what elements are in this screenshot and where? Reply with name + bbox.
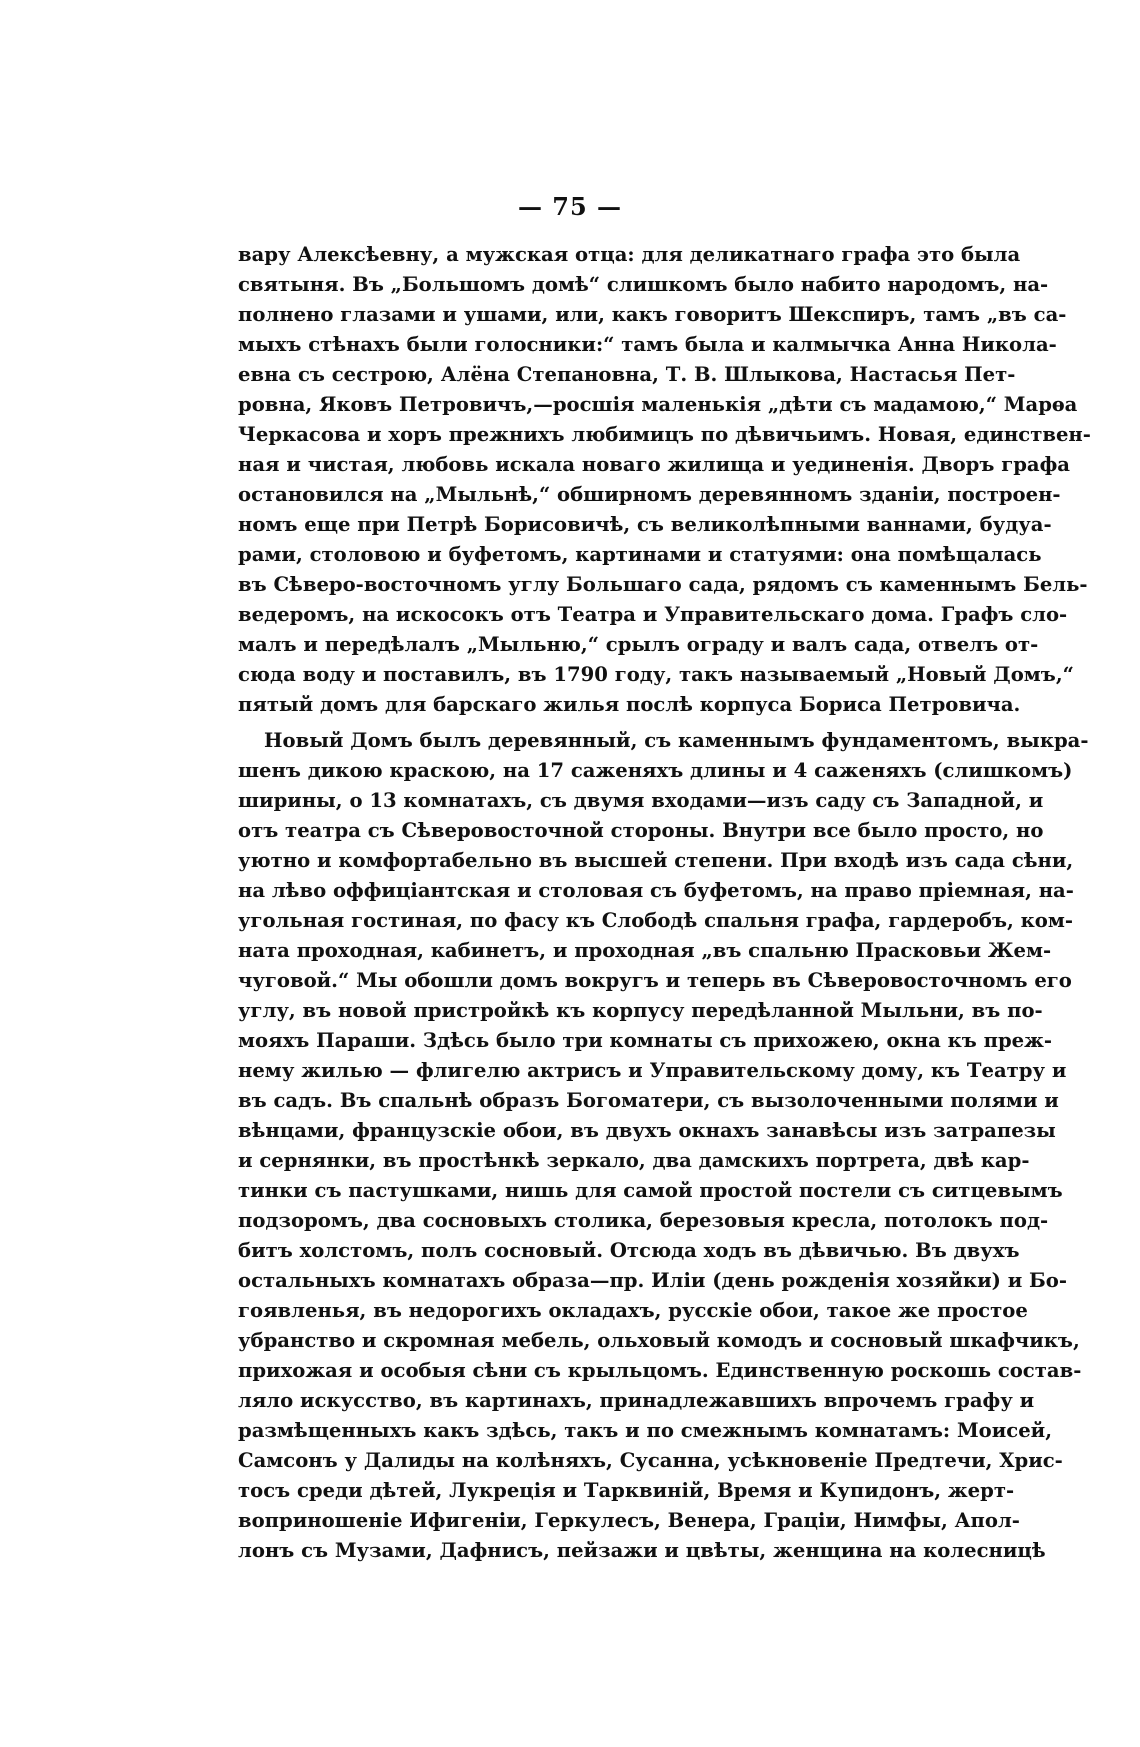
text-line: въ Сѣверо-восточномъ углу Большаго сада, рядомъ съ каменнымъ Бель- (238, 573, 1088, 596)
text-line: въ садъ. Въ спальнѣ образъ Богоматери, съ вызолоченными полями и (238, 1089, 1059, 1112)
text-line: мояхъ Параши. Здѣсь было три комнаты съ прихожею, окна къ преж- (238, 1029, 1053, 1052)
text-line: подзоромъ, два сосновыхъ столика, березовыя кресла, потолокъ под- (238, 1209, 1049, 1232)
text-line: евна съ сестрою, Алёна Степановна, Т. В. Шлыкова, Настасья Пет- (238, 363, 1016, 386)
text-line: ная и чистая, любовь искала новаго жилища и уединенія. Дворъ графа (238, 453, 1070, 476)
text-line: отъ театра съ Сѣверовосточной стороны. Внутри все было просто, но (238, 819, 1044, 842)
text-line: убранство и скромная мебель, ольховый комодъ и сосновый шкафчикъ, (238, 1329, 1080, 1352)
text-line: воприношеніе Ифигеніи, Геркулесъ, Венера, Граціи, Нимфы, Апол- (238, 1509, 1020, 1532)
text-line: тинки съ пастушками, нишь для самой простой постели съ ситцевымъ (238, 1179, 1063, 1202)
text-line: Самсонъ у Далиды на колѣняхъ, Сусанна, усѣкновеніе Предтечи, Хрис- (238, 1449, 1063, 1472)
paragraph-2 (238, 726, 1089, 1566)
page-number: — 75 — (517, 192, 623, 221)
text-line: гоявленья, въ недорогихъ окладахъ, русскіе обои, такое же простое (238, 1299, 1028, 1322)
body-text (238, 240, 1091, 1566)
text-line: рами, столовою и буфетомъ, картинами и статуями: она помѣщалась (238, 543, 1042, 566)
text-line: Черкасова и хоръ прежнихъ любимицъ по дѣвичьимъ. Новая, единствен- (238, 423, 1091, 446)
text-line: малъ и передѣлалъ „Мыльню,“ срылъ ограду и валъ сада, отвелъ от- (238, 633, 1039, 656)
paragraph-1 (238, 240, 1091, 720)
text-line: вару Алексѣевну, а мужская отца: для деликатнаго графа это была (238, 243, 1021, 266)
text-line: полнено глазами и ушами, или, какъ говоритъ Шекспиръ, тамъ „въ са- (238, 303, 1067, 326)
text-line: и сернянки, въ простѣнкѣ зеркало, два дамскихъ портрета, двѣ кар- (238, 1149, 1030, 1172)
text-line: шенъ дикою краскою, на 17 саженяхъ длины и 4 саженяхъ (слишкомъ) (238, 759, 1073, 782)
text-line: ширины, о 13 комнатахъ, съ двумя входами—изъ саду съ Западной, и (238, 789, 1044, 812)
text-line: уютно и комфортабельно въ высшей степени. При входѣ изъ сада сѣни, (238, 849, 1074, 872)
text-line: ровна, Яковъ Петровичъ,—росшія маленькія „дѣти съ мадамою,“ Марѳа (238, 393, 1078, 416)
text-line: Новый Домъ былъ деревянный, съ каменнымъ фундаментомъ, выкра- (264, 729, 1089, 752)
text-line: святыня. Въ „Большомъ домѣ“ слишкомъ было набито народомъ, на- (238, 273, 1049, 296)
text-line: размѣщенныхъ какъ здѣсь, такъ и по смежнымъ комнатамъ: Моисей, (238, 1419, 1053, 1442)
text-line: остальныхъ комнатахъ образа—пр. Иліи (день рожденія хозяйки) и Бо- (238, 1269, 1068, 1292)
text-line: лонъ съ Музами, Дафнисъ, пейзажи и цвѣты, женщина на колесницѣ (238, 1539, 1046, 1562)
text-line: тосъ среди дѣтей, Лукреція и Тарквиній, Время и Купидонъ, жерт- (238, 1479, 1015, 1502)
text-line: сюда воду и поставилъ, въ 1790 году, такъ называемый „Новый Домъ,“ (238, 663, 1074, 686)
text-line: мыхъ стѣнахъ были голосники:“ тамъ была и калмычка Анна Никола- (238, 333, 1057, 356)
text-line: чуговой.“ Мы обошли домъ вокругъ и теперь въ Сѣверовосточномъ его (238, 969, 1072, 992)
text-line: номъ еще при Петрѣ Борисовичѣ, съ великолѣпными ваннами, будуа- (238, 513, 1052, 536)
text-line: остановился на „Мыльнѣ,“ обширномъ деревянномъ зданіи, построен- (238, 483, 1061, 506)
text-line: ляло искусство, въ картинахъ, принадлежавшихъ впрочемъ графу и (238, 1389, 1035, 1412)
text-line: угольная гостиная, по фасу къ Слободѣ спальня графа, гардеробъ, ком- (238, 909, 1074, 932)
text-line: ведеромъ, на искосокъ отъ Театра и Управительскаго дома. Графъ сло- (238, 603, 1068, 626)
text-line: ната проходная, кабинетъ, и проходная „въ спальню Прасковьи Жем- (238, 939, 1052, 962)
text-line: вѣнцами, французскіе обои, въ двухъ окнахъ занавѣсы изъ затрапезы (238, 1119, 1056, 1142)
text-line: на лѣво оффиціантская и столовая съ буфетомъ, на право пріемная, на- (238, 879, 1074, 902)
text-line: прихожая и особыя сѣни съ крыльцомъ. Единственную роскошь состав- (238, 1359, 1082, 1382)
text-line: нему жилью — флигелю актрисъ и Управительскому дому, къ Театру и (238, 1059, 1067, 1082)
text-line: битъ холстомъ, полъ сосновый. Отсюда ходъ въ дѣвичью. Въ двухъ (238, 1239, 1020, 1262)
text-line: углу, въ новой пристройкѣ къ корпусу передѣланной Мыльни, въ по- (238, 999, 1043, 1022)
text-line: пятый домъ для барскаго жилья послѣ корпуса Бориса Петровича. (238, 693, 1021, 716)
